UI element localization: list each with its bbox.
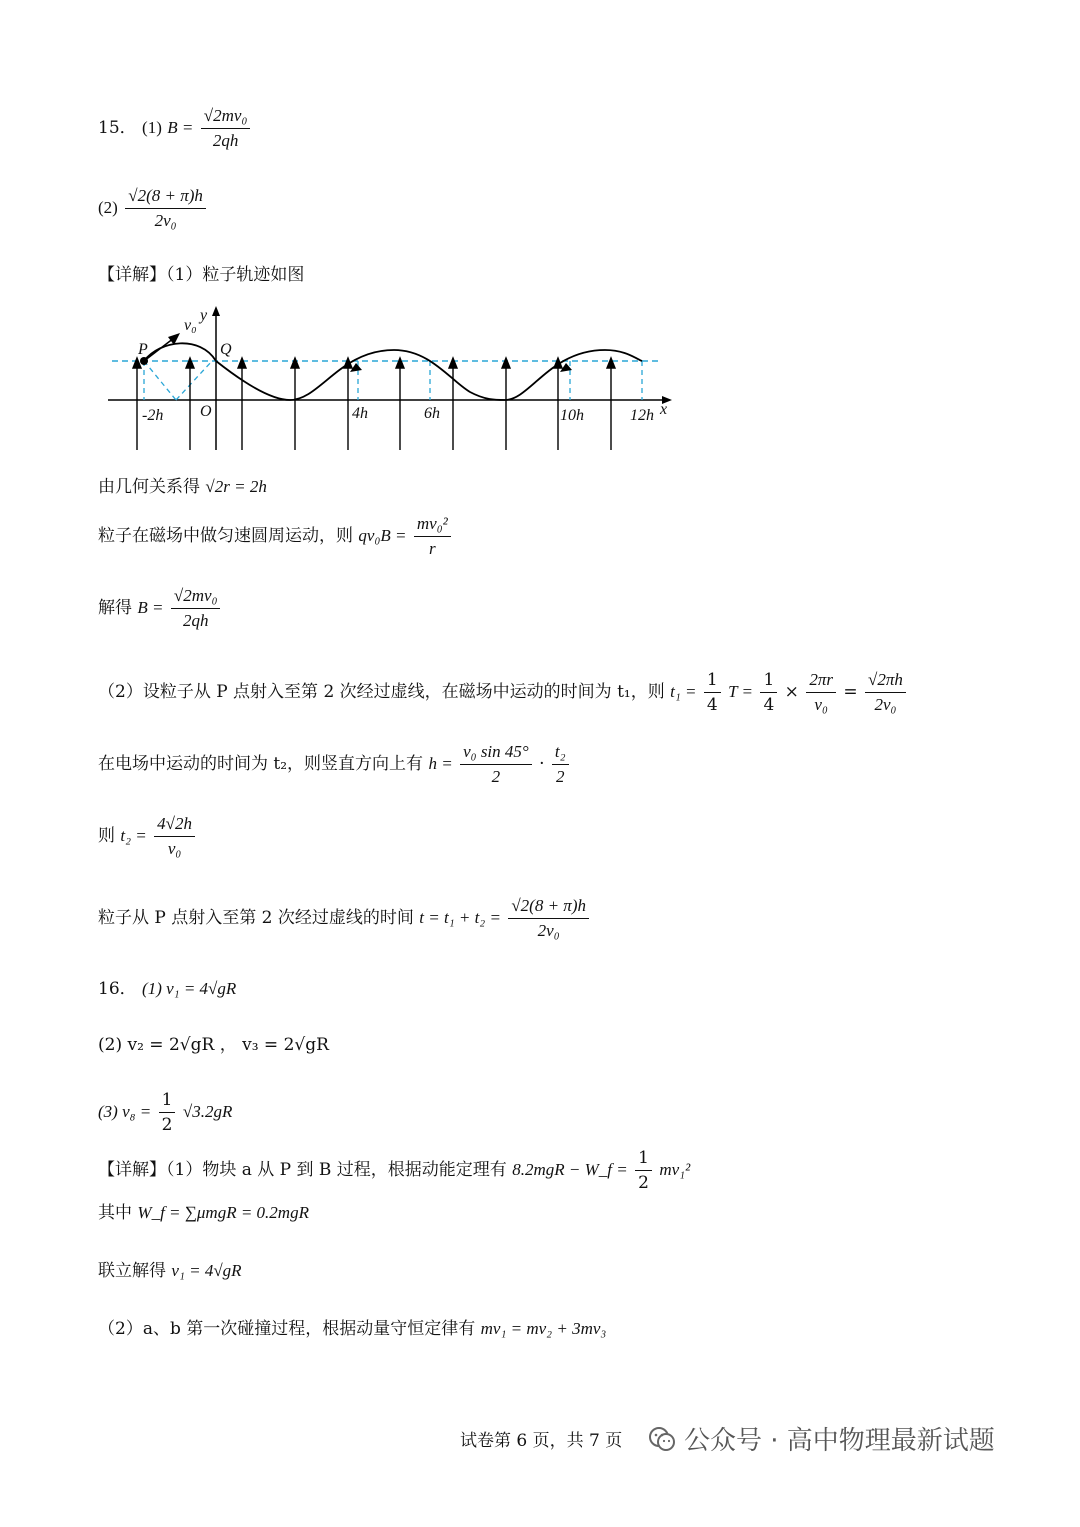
wf-line: 其中 W_f = ∑μmgR = 0.2mgR (98, 1203, 309, 1223)
q16-number: 16． (98, 979, 137, 999)
label-p: P (138, 341, 148, 358)
fraction: $\frac{\text{√2mv₀}}{2qh}$ (201, 104, 251, 153)
fraction: $\frac{\text{v₀ sin 45°}}{2}$ (460, 740, 532, 789)
geometry-line: 由几何关系得 √2r = 2h (98, 477, 267, 497)
q16-part2-line: （2）a、b 第一次碰撞过程，根据动量守恒定律有 mv₁ = mv₂ + 3mv₃ (98, 1319, 607, 1339)
fraction: $\frac{√2(8 + \pi)h}{\text{2v₀}}$ (508, 894, 589, 943)
fraction: $\frac{2\pi r}{\text{v₀}}$ (806, 668, 836, 717)
fraction: $\frac{√2(8 + \pi)h}{\text{2v₀}}$ (125, 184, 206, 233)
velocity-arrow (144, 338, 174, 361)
part2-line: （2）设粒子从 P 点射入至第 2 次经过虚线，在磁场中运动的时间为 t₁，则 t₁ = $\frac{1}{4}$ T = $\frac{1}{4}$ × $\frac{2\pi r}{\text{v₀}}$ = $\frac{√2\pi h}{\text{2v₀}}$ (98, 668, 908, 717)
fraction: $\frac{\text{t₂}}{2}$ (552, 740, 569, 789)
label-4h: 4h (352, 405, 368, 422)
watermark (648, 1420, 995, 1457)
label-q: Q (220, 341, 232, 358)
solve-line: 解得 B = $\frac{\text{√2mv₀}}{2qh}$ (98, 584, 222, 633)
fraction: $\frac{1}{4}$ (704, 668, 721, 717)
fraction: $\frac{\text{mv₀²}}{r}$ (414, 512, 451, 561)
fraction: $\frac{4√2h}{\text{v₀}}$ (154, 812, 195, 861)
q15-answer-1: 15． (1) B = $\frac{\text{√2mv₀}}{2qh}$ (98, 104, 252, 153)
fraction: $\frac{1}{2}$ (635, 1146, 652, 1195)
label-x: x (660, 401, 668, 418)
q16-answer-2: (2) v₂ = 2√gR ， v₃ = 2√gR (98, 1035, 329, 1055)
fraction: $\frac{1}{4}$ (760, 668, 777, 717)
efield-line: 在电场中运动的时间为 t₂，则竖直方向上有 h = $\frac{\text{v₀ sin 45°}}{2}$ · $\frac{\text{t₂}}{2}$ (98, 740, 571, 789)
y-axis-arrow (212, 306, 220, 316)
q15-number: 15． (98, 118, 137, 138)
q16-answer-1: 16． (1) v₁ = 4√gR (98, 979, 237, 999)
label-10h: 10h (560, 407, 584, 424)
q16-answer-3: (3) v₈ = $\frac{1}{2}$ √3.2gR (98, 1090, 233, 1135)
label-o: O (200, 403, 212, 420)
label-6h: 6h (424, 405, 440, 422)
point-p (140, 357, 148, 365)
page-footer: 试卷第 6 页，共 7 页 (460, 1431, 623, 1451)
label-neg2h: -2h (142, 407, 164, 424)
particle-trajectory (144, 343, 642, 400)
label-y: y (200, 307, 208, 324)
label-v0: v₀ (184, 317, 197, 334)
total-time-line: 粒子从 P 点射入至第 2 次经过虚线的时间 t = t₁ + t₂ = $\frac{√2(8 + \pi)h}{\text{2v₀}}$ (98, 894, 591, 943)
fraction: $\frac{√2\pi h}{\text{2v₀}}$ (865, 668, 906, 717)
fraction: $\frac{1}{2}$ (159, 1088, 176, 1137)
t2-line: 则 t₂ = $\frac{4√2h}{\text{v₀}}$ (98, 812, 197, 861)
q16-detail-1: 【详解】（1）物块 a 从 P 到 B 过程，根据动能定理有 8.2mgR − W_f = $\frac{1}{2}$ mv₁² (98, 1148, 691, 1193)
fraction: $\frac{\text{√2mv₀}}{2qh}$ (171, 584, 221, 633)
q15-detail-title: 【详解】（1）粒子轨迹如图 (98, 265, 305, 285)
label-12h: 12h (630, 407, 654, 424)
watermark-text: 公众号 · 高中物理最新试题 (684, 1426, 995, 1456)
wechat-icon (648, 1425, 676, 1453)
joint-solve-line: 联立解得 v₁ = 4√gR (98, 1261, 242, 1281)
q15-answer-2: (2) $\frac{√2(8 + \pi)h}{\text{2v₀}}$ (98, 184, 208, 233)
trajectory-figure (100, 300, 680, 460)
motion-line: 粒子在磁场中做匀速圆周运动，则 qv₀B = $\frac{\text{mv₀²}}{r}$ (98, 512, 453, 561)
